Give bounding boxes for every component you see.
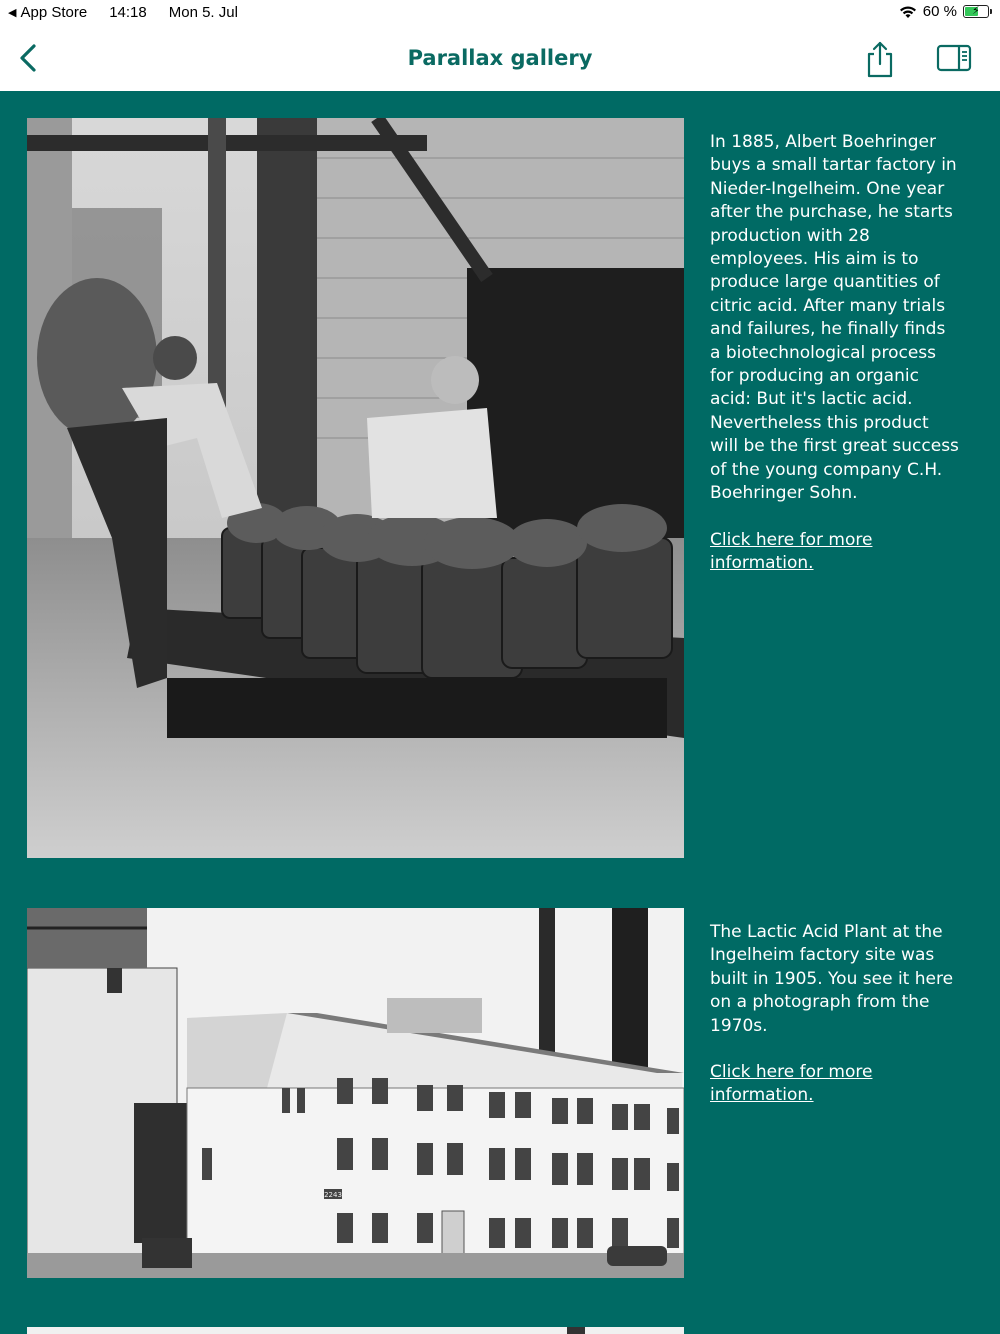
nav-bar [0,26,1000,91]
gallery-caption [710,131,960,575]
status-time: 14:18 [109,4,147,21]
share-icon [862,40,898,80]
factory-workers-photo [27,118,684,858]
back-to-app-label[interactable]: App Store [20,4,88,21]
wifi-icon [899,5,917,19]
gallery-caption-text: In 1885, Albert Boehringer buys a small tartar factory in Nieder-Ingelheim. One year after the purchase, he starts production with 28 employees. His aim is to produce large quantities of citric acid. After many trials and failures, he finally finds a biotechnological process for producing an organic acid: But it's lactic acid. Nevertheless this product will be the first great success of the young company C.H. Boehringer Sohn. [710,132,959,504]
gallery-caption-text: The Lactic Acid Plant at the Ingelheim factory site was built in 1905. You see it here on a photograph from the 1970s. [710,922,954,1036]
back-to-app-icon[interactable]: ◀ [8,7,17,19]
battery-charging-icon: ⚡ [963,5,989,18]
lactic-acid-plant-photo [27,908,684,1278]
partial-photo [27,1327,684,1334]
more-info-link[interactable]: Click here for more information. [710,1062,873,1106]
gallery-caption [710,921,960,1108]
sidebar-icon [934,42,974,74]
sidebar-toggle-button[interactable] [934,42,974,74]
more-info-link[interactable]: Click here for more information. [710,529,873,573]
status-date: Mon 5. Jul [168,4,238,21]
page-title: Parallax gallery [407,46,593,70]
status-bar [0,0,1000,26]
battery-percent: 60 % [922,3,957,20]
gallery-content[interactable] [0,91,1000,1334]
building-sign-number: 2243 [324,1191,342,1199]
share-button[interactable] [862,40,898,80]
status-right [899,3,992,20]
status-left [8,4,238,21]
